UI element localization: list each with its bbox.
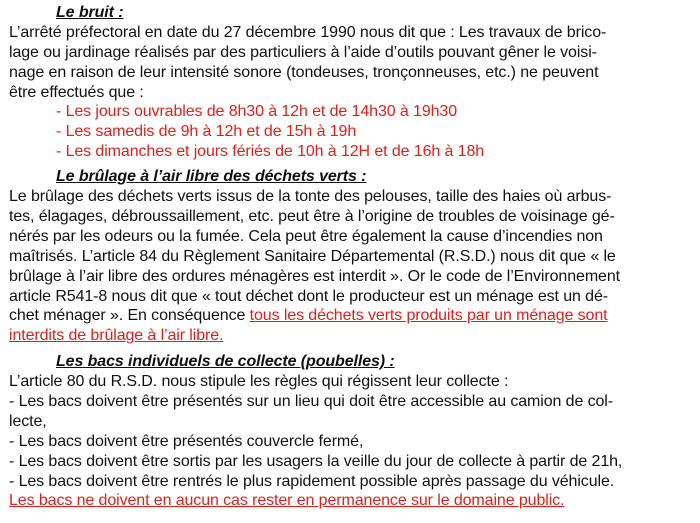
paragraph-line: brûlage à l’air libre des ordures ménagères est interdit ». Or le code de l’Environnement	[9, 268, 620, 285]
paragraph-line: maîtrisés. L’article 84 du Règlement Sanitaire Départemental (R.S.D.) nous dit que « le	[9, 248, 616, 265]
schedule-item: - Les dimanches et jours fériés de 10h à 12H et de 16h à 18h	[56, 143, 485, 160]
paragraph-line: nérés par les odeurs ou la fumée. Cela peut être également la cause d’incendies non	[9, 228, 603, 245]
schedule-item: - Les samedis de 9h à 12h et de 15h à 19h	[56, 123, 357, 140]
paragraph-line: tes, élagages, débroussaillement, etc. peut être à l’origine de troubles de voisinage gé-	[9, 208, 615, 225]
rule-item: - Les bacs doivent être présentés couvercle fermé,	[9, 433, 364, 450]
paragraph-line: article R541-8 nous dit que « tout déchet dont le producteur est un ménage est un dé-	[9, 288, 609, 305]
rule-item-continuation: lecte,	[9, 413, 47, 430]
section-heading-bacs: Les bacs individuels de collecte (poubelles) :	[56, 353, 395, 370]
highlight-text: tous les déchets verts produits par un ménage sont	[249, 307, 608, 324]
rule-item: - Les bacs doivent être présentés sur un lieu qui doit être accessible au camion de col-	[9, 393, 613, 410]
paragraph-line: L’article 80 du R.S.D. nous stipule les règles qui régissent leur collecte :	[9, 373, 509, 390]
rule-item: - Les bacs doivent être sortis par les usagers la veille du jour de collecte à partir de 21h,	[9, 453, 623, 470]
rule-item: - Les bacs doivent être rentrés le plus rapidement possible après passage du véhicule.	[9, 473, 615, 490]
paragraph-line: Le brûlage des déchets verts issus de la tonte des pelouses, taille des haies où arbus-	[9, 188, 612, 205]
paragraph-line: nage en raison de leur intensité sonore (tondeuses, tronçonneuses, etc.) ne peuvent	[9, 64, 599, 81]
highlight-text: interdits de brûlage à l’air libre.	[9, 327, 224, 344]
paragraph-line: être effectués que :	[9, 84, 144, 101]
paragraph-text: chet ménager ». En conséquence	[9, 307, 250, 324]
paragraph-line-mixed	[9, 306, 608, 326]
section-heading-bruit: Le bruit :	[56, 4, 124, 21]
paragraph-line: L’arrêté préfectoral en date du 27 décembre 1990 nous dit que : Les travaux de brico-	[9, 24, 607, 41]
highlight-text: Les bacs ne doivent en aucun cas rester en permanence sur le domaine public.	[9, 492, 565, 509]
schedule-item: - Les jours ouvrables de 8h30 à 12h et de 14h30 à 19h30	[56, 103, 458, 120]
section-heading-brulage: Le brûlage à l’air libre des déchets verts :	[56, 168, 367, 185]
paragraph-line: lage ou jardinage réalisés par des particuliers à l’aide d’outils pouvant gêner le voisi-	[9, 44, 597, 61]
